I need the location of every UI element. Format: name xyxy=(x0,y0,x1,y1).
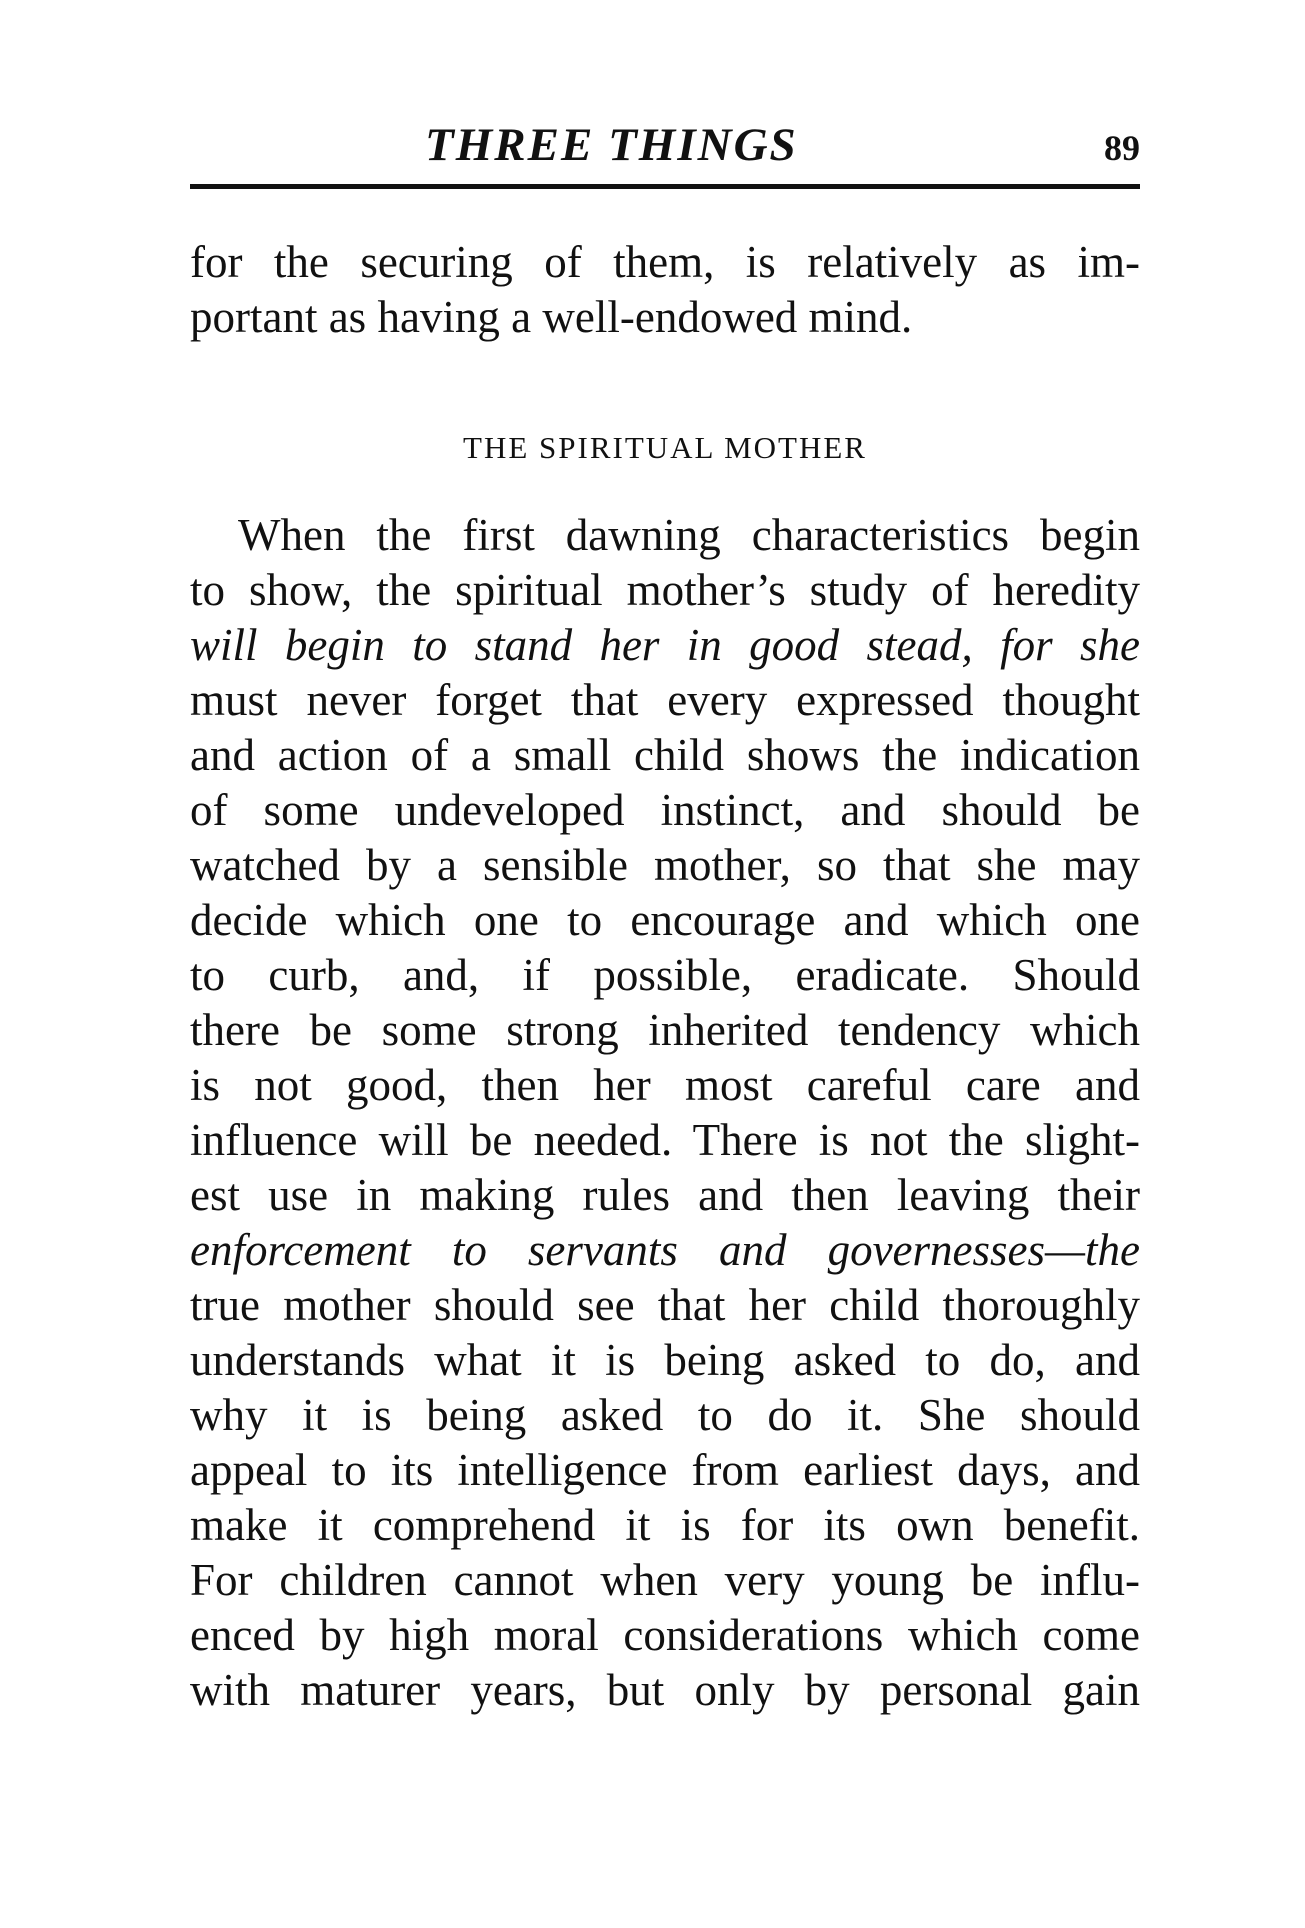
text-line: will begin to stand her in good stead, for she xyxy=(190,620,1140,670)
text-line: and action of a small child shows the indication xyxy=(190,730,1140,780)
text-line: to show, the spiritual mother’s study of heredity xyxy=(190,565,1140,615)
text-line: is not good, then her most careful care and xyxy=(190,1060,1140,1110)
text-line: influence will be needed. There is not the slight- xyxy=(190,1115,1140,1165)
text-line: est use in making rules and then leaving their xyxy=(190,1170,1140,1220)
text-line: must never forget that every expressed thought xyxy=(190,675,1140,725)
text-line: When the first dawning characteristics begin xyxy=(238,510,1140,560)
text-line: enforcement to servants and governesses—the xyxy=(190,1225,1140,1275)
text-line: portant as having a well-endowed mind. xyxy=(190,292,913,342)
text-line: enced by high moral considerations which come xyxy=(190,1610,1140,1660)
text-line: why it is being asked to do it. She should xyxy=(190,1390,1140,1440)
text-line: watched by a sensible mother, so that she may xyxy=(190,840,1140,890)
running-title: THREE THINGS xyxy=(425,119,798,171)
text-line: appeal to its intelligence from earliest days, and xyxy=(190,1445,1140,1495)
section-heading: THE SPIRITUAL MOTHER xyxy=(463,430,867,465)
text-line: with maturer years, but only by personal gain xyxy=(190,1665,1140,1715)
text-line: true mother should see that her child thoroughly xyxy=(190,1280,1140,1330)
text-line: there be some strong inherited tendency which xyxy=(190,1005,1140,1055)
page-number: 89 xyxy=(1104,128,1140,168)
text-line: decide which one to encourage and which one xyxy=(190,895,1140,945)
text-line: for the securing of them, is relatively as im- xyxy=(190,237,1140,287)
text-line: understands what it is being asked to do, and xyxy=(190,1335,1140,1385)
text-line: For children cannot when very young be influ- xyxy=(190,1555,1140,1605)
running-head xyxy=(190,112,1140,182)
section-paragraph xyxy=(190,508,1140,1718)
header-rule xyxy=(190,184,1140,189)
continuation-paragraph xyxy=(190,235,1140,345)
text-line: make it comprehend it is for its own benefit. xyxy=(190,1500,1140,1550)
text-line: to curb, and, if possible, eradicate. Should xyxy=(190,950,1140,1000)
text-line: of some undeveloped instinct, and should be xyxy=(190,785,1140,835)
